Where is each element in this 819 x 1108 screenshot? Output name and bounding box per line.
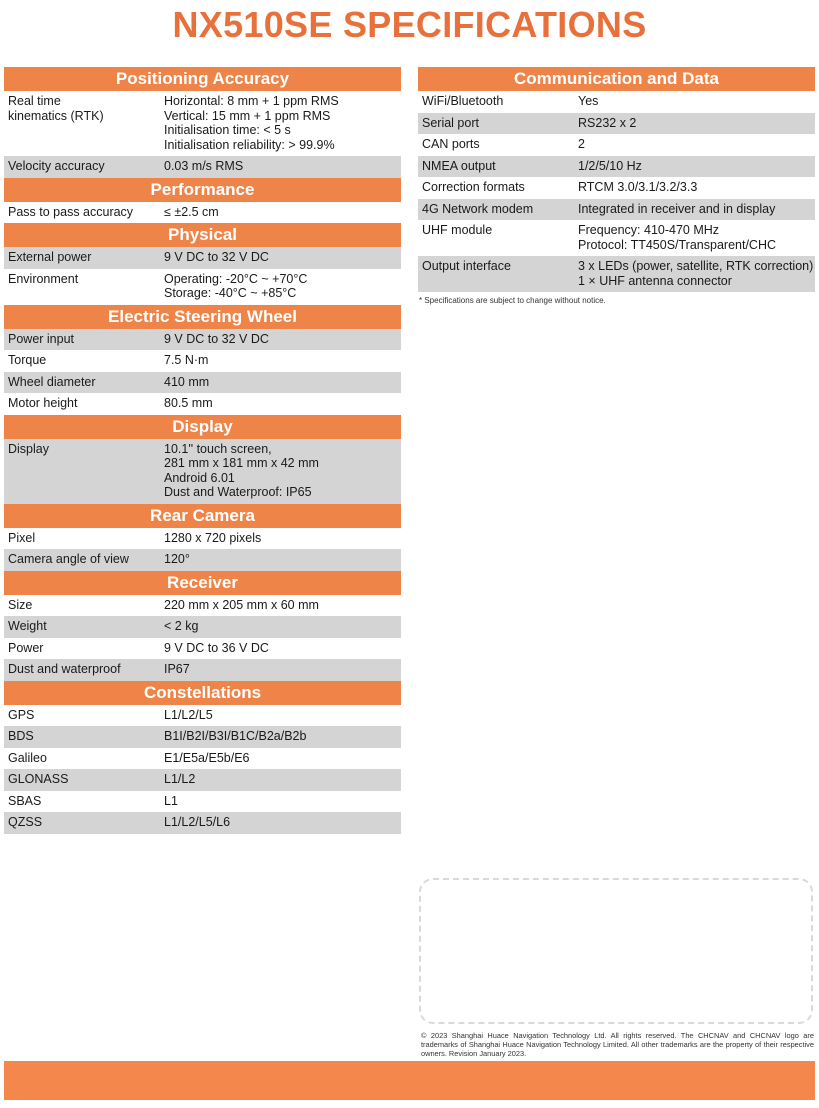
spec-row [4, 616, 401, 638]
spec-label: Real time kinematics (RTK) [8, 94, 104, 123]
spec-value: Yes [578, 94, 599, 108]
spec-row [4, 705, 401, 727]
spec-row [4, 91, 401, 156]
spec-value: 9 V DC to 36 V DC [164, 640, 269, 655]
spec-label: 4G Network modem [422, 201, 534, 216]
spec-section-physical [4, 223, 401, 305]
spec-value: RS232 x 2 [578, 115, 637, 130]
spec-value: 1/2/5/10 Hz [578, 158, 642, 173]
spec-label: Dust and waterproof [8, 662, 121, 676]
spec-row [4, 528, 401, 550]
spec-label: Output interface [422, 259, 511, 273]
spec-row [4, 549, 401, 571]
spec-label: Velocity accuracy [8, 159, 105, 173]
spec-section-electric-steering-wheel [4, 305, 401, 415]
spec-value: 80.5 mm [164, 396, 213, 410]
spec-label: Display [8, 441, 49, 456]
spec-value: Horizontal: 8 mm + 1 ppm RMS Vertical: 15 mm + 1 ppm RMS Initialisation time: < 5 s Initialisation reliability: > 99.9% [164, 94, 339, 152]
spec-value: Operating: -20°C ~ +70°C Storage: -40°C ~ +85°C [164, 271, 308, 300]
spec-label: Power [8, 640, 44, 655]
spec-row [4, 439, 401, 504]
spec-value: 3 x LEDs (power, satellite, RTK correction) 1 × UHF antenna connector [578, 259, 814, 288]
spec-label: UHF module [422, 223, 493, 237]
spec-value: 0.03 m/s RMS [164, 159, 244, 173]
spec-row [4, 748, 401, 770]
spec-row [4, 659, 401, 681]
spec-label: External power [8, 250, 92, 264]
page-title: NX510SE SPECIFICATIONS [172, 4, 647, 45]
section-header: Performance [4, 178, 401, 202]
spec-label: NMEA output [422, 158, 496, 173]
spec-row [4, 372, 401, 394]
spec-row [418, 220, 815, 256]
spec-row [4, 393, 401, 415]
spec-value: L1 [164, 793, 178, 808]
spec-value: 220 mm x 205 mm x 60 mm [164, 597, 319, 612]
spec-label: Weight [8, 619, 47, 633]
spec-value: 9 V DC to 32 V DC [164, 331, 269, 346]
spec-row [4, 269, 401, 305]
spec-value: 410 mm [164, 374, 210, 389]
spec-row [4, 202, 401, 224]
spec-label: Pixel [8, 530, 36, 545]
spec-value: 1280 x 720 pixels [164, 530, 262, 545]
spec-section-display [4, 415, 401, 504]
spec-value: L1/L2 [164, 772, 196, 786]
spec-value: L1/L2/L5/L6 [164, 815, 231, 829]
spec-row [418, 134, 815, 156]
section-header: Receiver [4, 571, 401, 595]
spec-row [4, 350, 401, 372]
spec-label: Motor height [8, 396, 78, 410]
section-header: Constellations [4, 681, 401, 705]
spec-label: Wheel diameter [8, 374, 96, 389]
spec-label: Correction formats [422, 180, 525, 194]
spec-label: GPS [8, 707, 35, 722]
spec-section-communication-and-data [418, 67, 815, 292]
section-header: Display [4, 415, 401, 439]
spec-label: GLONASS [8, 772, 69, 786]
spec-value: < 2 kg [164, 619, 199, 633]
spec-row [418, 113, 815, 135]
spec-label: Size [8, 597, 33, 612]
spec-section-performance [4, 178, 401, 224]
section-header: Rear Camera [4, 504, 401, 528]
spec-row [418, 256, 815, 292]
spec-value: 10.1'' touch screen, 281 mm x 181 mm x 42 mm Android 6.01 Dust and Waterproof: IP65 [164, 441, 319, 499]
dashed-placeholder-box [419, 878, 813, 1024]
spec-row [4, 791, 401, 813]
spec-section-constellations [4, 681, 401, 834]
spec-row [4, 812, 401, 834]
spec-row [418, 156, 815, 178]
spec-row [4, 769, 401, 791]
spec-row [4, 638, 401, 660]
spec-label: Serial port [422, 115, 479, 130]
spec-section-rear-camera [4, 504, 401, 571]
section-header: Physical [4, 223, 401, 247]
spec-row [4, 726, 401, 748]
spec-label: QZSS [8, 815, 43, 829]
spec-value: 2 [578, 137, 585, 151]
copyright-notice: © 2023 Shanghai Huace Navigation Technology Ltd. All rights reserved. The CHCNAV and CHCNAV logo are trademarks of Shanghai Huace Navigation Technology Limited. All other trademarks are the property of their respective owners. Revision January 2023. [421, 1031, 814, 1058]
section-header: Electric Steering Wheel [4, 305, 401, 329]
spec-value: ≤ ±2.5 cm [164, 204, 219, 219]
spec-label: SBAS [8, 793, 42, 808]
spec-value: 7.5 N·m [164, 353, 209, 367]
spec-value: 120° [164, 552, 190, 566]
spec-row [418, 177, 815, 199]
spec-label: Torque [8, 353, 47, 367]
section-header: Positioning Accuracy [4, 67, 401, 91]
spec-footnote: * Specifications are subject to change without notice. [419, 296, 606, 305]
spec-section-receiver [4, 571, 401, 681]
spec-value: 9 V DC to 32 V DC [164, 250, 269, 264]
spec-value: IP67 [164, 662, 190, 676]
footer-bar [4, 1061, 815, 1100]
spec-row [4, 595, 401, 617]
spec-label: CAN ports [422, 137, 480, 151]
spec-value: L1/L2/L5 [164, 707, 213, 722]
right-spec-column [418, 67, 815, 305]
section-header: Communication and Data [418, 67, 815, 91]
spec-value: E1/E5a/E5b/E6 [164, 750, 250, 765]
spec-label: Galileo [8, 750, 47, 765]
left-spec-column [4, 67, 401, 834]
spec-label: Environment [8, 271, 79, 286]
spec-row [4, 329, 401, 351]
spec-row [418, 91, 815, 113]
spec-label: WiFi/Bluetooth [422, 94, 504, 108]
spec-row [4, 156, 401, 178]
spec-value: RTCM 3.0/3.1/3.2/3.3 [578, 180, 698, 194]
spec-label: Pass to pass accuracy [8, 204, 134, 219]
spec-label: Camera angle of view [8, 552, 129, 566]
spec-row [4, 247, 401, 269]
spec-value: Frequency: 410-470 MHz Protocol: TT450S/Transparent/CHC [578, 223, 776, 252]
spec-label: BDS [8, 729, 34, 743]
spec-row [418, 199, 815, 221]
spec-value: B1I/B2I/B3I/B1C/B2a/B2b [164, 729, 307, 743]
spec-section-positioning-accuracy [4, 67, 401, 178]
spec-label: Power input [8, 331, 75, 346]
spec-value: Integrated in receiver and in display [578, 201, 776, 216]
